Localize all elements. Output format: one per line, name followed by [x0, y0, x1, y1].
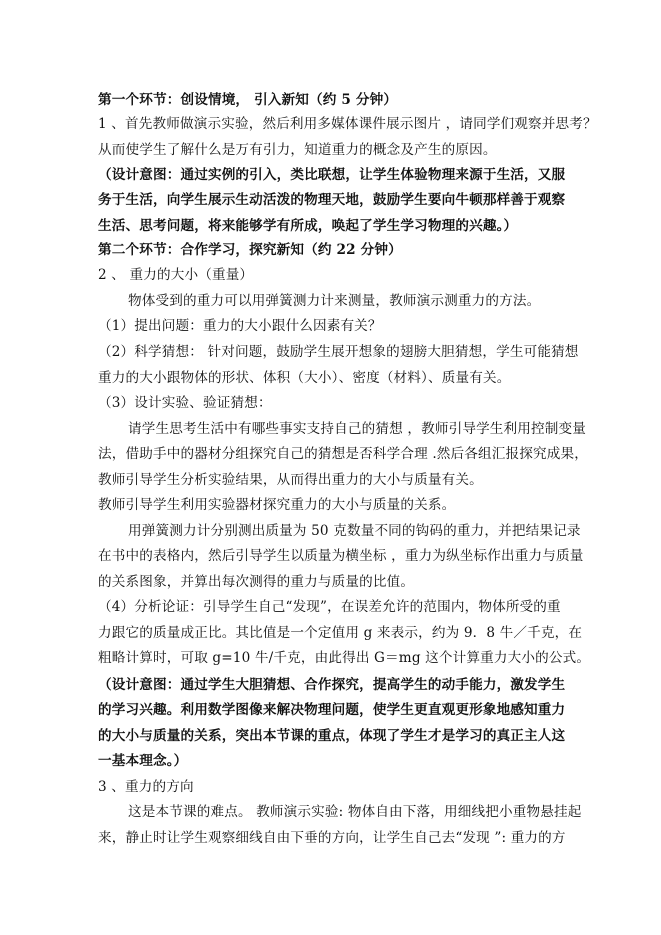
paragraph-line: 在书中的表格内，然后引导学生以质量为横坐标 ，重力为纵坐标作出重力与质量: [98, 548, 584, 564]
paragraph-line: 粗略计算时，可取 g=10 牛/千克，由此得出 G＝mg 这个计算重力大小的公式。: [98, 650, 591, 666]
design-intent-line: 的大小与质量的关系，突出本节课的重点，体现了学生才是学习的真正主人这: [98, 728, 566, 744]
paragraph-line: （1）提出问题：重力的大小跟什么因素有关？: [98, 318, 382, 334]
paragraph-line: 请学生思考生活中有哪些事实支持自己的猜想 ，教师引导学生利用控制变量: [128, 421, 587, 437]
paragraph-line: 来，静止时让学生观察细线自由下垂的方向，让学生自己去“发现 ”: 重力的方: [98, 830, 566, 846]
design-intent-line: （设计意图：通过实例的引入，类比联想，让学生体验物理来源于生活，又服: [98, 167, 566, 183]
design-intent-line: 的学习兴趣。利用数学图像来解决物理问题，使学生更直观更形象地感知重力: [98, 702, 566, 718]
section-heading-1: 第一个环节：创设情境， 引入新知（约 5 分钟）: [98, 92, 398, 108]
paragraph-line: 重力的大小跟物体的形状、体积（大小）、密度（材料）、质量有关。: [98, 370, 511, 386]
paragraph-line: 从而使学生了解什么是万有引力，知道重力的概念及产生的原因。: [98, 142, 497, 158]
paragraph-line: 的关系图象，并算出每次测得的重力与质量的比值。: [98, 574, 415, 590]
paragraph-line: （2）科学猜想： 针对问题，鼓励学生展开想象的翅膀大胆猜想，学生可能猜想: [98, 344, 579, 360]
subsection-heading: 2 、 重力的大小（重量）: [98, 267, 254, 283]
paragraph-line: 1 、首先教师做演示实验，然后利用多媒体课件展示图片 ，请同学们观察并思考？: [98, 116, 597, 132]
paragraph-line: 这是本节课的难点。 教师演示实验: 物体自由下落，用细线把小重物悬挂起: [128, 804, 582, 820]
design-intent-line: 一基本理念。）: [98, 753, 188, 769]
paragraph-line: 力跟它的质量成正比。其比值是一个定值用 g 来表示，约为 9．8 牛／千克，在: [98, 625, 583, 641]
subsection-heading: 3 、重力的方向: [98, 779, 194, 795]
paragraph-line: 法，借助手中的器材分组探究自己的猜想是否科学合理 .然后各组汇报探究成果，: [98, 446, 588, 462]
design-intent-line: 务于生活，向学生展示生动活泼的物理天地，鼓励学生要向牛顿那样善于观察: [98, 192, 566, 208]
paragraph-line: （4）分析论证：引导学生自己“发现”，在误差允许的范围内，物体所受的重: [98, 599, 561, 615]
section-heading-2: 第二个环节：合作学习，探究新知（约 22 分钟）: [98, 242, 402, 258]
paragraph-line: （3）设计实验、验证猜想：: [98, 395, 272, 411]
paragraph-line: 物体受到的重力可以用弹簧测力计来测量，教师演示测重力的方法。: [128, 293, 541, 309]
paragraph-line: 教师引导学生分析实验结果，从而得出重力的大小与质量有关。: [98, 472, 483, 488]
paragraph-line: 用弹簧测力计分别测出质量为 50 克数量不同的钩码的重力，并把结果记录: [128, 523, 581, 539]
design-intent-line: 生活、思考问题，将来能够学有所成，唤起了学生学习物理的兴趣。）: [98, 218, 518, 234]
paragraph-line: 教师引导学生利用实验器材探究重力的大小与质量的关系。: [98, 497, 456, 513]
design-intent-line: （设计意图：通过学生大胆猜想、合作探究，提高学生的动手能力，激发学生: [98, 677, 566, 693]
